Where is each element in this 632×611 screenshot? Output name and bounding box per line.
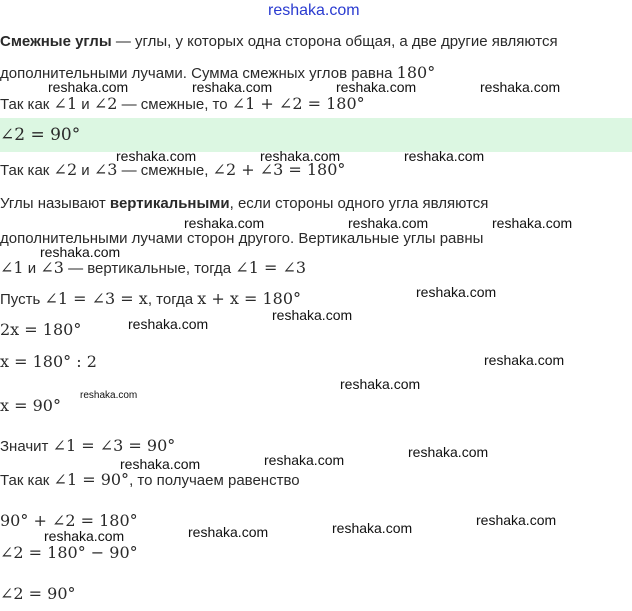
math-expression: ∠1 = ∠3 = 90° [52, 436, 176, 455]
math-expression: 90° + ∠2 = 180° [0, 511, 138, 530]
watermark: reshaka.com [272, 307, 353, 323]
math-expression: 180° [396, 63, 436, 82]
math-expression: 2x = 180° [0, 320, 82, 339]
watermark: reshaka.com [44, 528, 125, 544]
math-expression: ∠2 + ∠3 = 180° [212, 160, 346, 179]
math-expression: ∠1 = ∠3 [235, 258, 307, 277]
watermark-header: reshaka.com [268, 2, 360, 19]
text-line-4 [0, 125, 80, 145]
watermark: reshaka.com [80, 390, 138, 401]
text-line-12 [0, 396, 61, 417]
watermark: reshaka.com [484, 352, 565, 368]
watermark: reshaka.com [120, 456, 201, 472]
term-adjacent-angles: Смежные углы [0, 33, 112, 50]
watermark: reshaka.com [116, 148, 197, 164]
text-segment: Так как [0, 472, 54, 489]
text-line-16 [0, 543, 138, 564]
math-expression: x = 180° : 2 [0, 352, 97, 371]
text-line-9 [0, 289, 301, 310]
text-line-8 [0, 258, 306, 279]
text-segment: , тогда [147, 291, 198, 308]
watermark: reshaka.com [264, 452, 345, 468]
text-segment: — смежные, то [117, 96, 232, 113]
watermark: reshaka.com [48, 79, 129, 95]
math-expression: ∠3 [40, 258, 64, 277]
watermark: reshaka.com [404, 148, 485, 164]
text-segment: дополнительными лучами сторон другого. Вертикальные углы равны [0, 230, 484, 247]
text-line-3 [0, 94, 365, 115]
watermark: reshaka.com [480, 79, 561, 95]
math-expression: ∠1 [53, 94, 78, 113]
watermark: reshaka.com [40, 244, 121, 260]
math-expression: ∠2 [53, 160, 78, 179]
text-segment: и [77, 96, 94, 113]
math-expression: ∠2 = 90° [0, 584, 76, 603]
text-segment: Значит [0, 438, 53, 455]
text-segment: Так как [0, 162, 54, 179]
watermark: reshaka.com [340, 376, 421, 392]
watermark: reshaka.com [348, 215, 429, 231]
watermark: reshaka.com [492, 215, 573, 231]
text-line-1 [0, 32, 558, 52]
watermark: reshaka.com [476, 512, 557, 528]
math-expression: ∠1 = 90° [53, 470, 130, 489]
watermark: reshaka.com [192, 79, 273, 95]
watermark: reshaka.com [408, 444, 489, 460]
text-line-14 [0, 470, 300, 491]
math-expression: ∠1 = ∠3 = x [44, 289, 148, 308]
text-line-6 [0, 194, 488, 214]
text-line-13 [0, 436, 175, 457]
text-segment: — вертикальные, тогда [63, 260, 236, 277]
math-expression: ∠2 = 90° [0, 125, 81, 145]
text-segment: Углы называют [0, 195, 110, 212]
text-line-10 [0, 320, 81, 341]
term-vertical-angles: вертикальными [109, 195, 230, 212]
text-segment: и [77, 162, 94, 179]
text-line-17 [0, 584, 76, 605]
math-expression: ∠3 [93, 160, 118, 179]
text-segment: Так как [0, 96, 54, 113]
watermark: reshaka.com [260, 148, 341, 164]
result-highlight [0, 118, 632, 152]
text-segment: дополнительными лучами. Сумма смежных углов равна [0, 65, 397, 82]
text-line-11 [0, 352, 97, 373]
math-expression: ∠1 [0, 258, 24, 277]
math-expression: x = 90° [0, 396, 61, 415]
watermark: reshaka.com [416, 284, 497, 300]
watermark: reshaka.com [332, 520, 413, 536]
watermark: reshaka.com [336, 79, 417, 95]
math-expression: ∠1 + ∠2 = 180° [231, 94, 365, 113]
math-expression: ∠2 = 180° − 90° [0, 543, 138, 562]
text-segment: , если стороны одного угла являются [229, 195, 489, 212]
text-segment: — углы, у которых одна сторона общая, а две другие являются [111, 33, 558, 50]
watermark: reshaka.com [184, 215, 265, 231]
text-segment: Пусть [0, 291, 45, 308]
watermark: reshaka.com [188, 524, 269, 540]
math-expression: ∠2 [93, 94, 118, 113]
watermark: reshaka.com [128, 316, 209, 332]
text-segment: , то получаем равенство [129, 472, 300, 489]
text-segment: и [23, 260, 41, 277]
math-expression: x + x = 180° [197, 289, 302, 308]
text-segment: — смежные, [117, 162, 213, 179]
